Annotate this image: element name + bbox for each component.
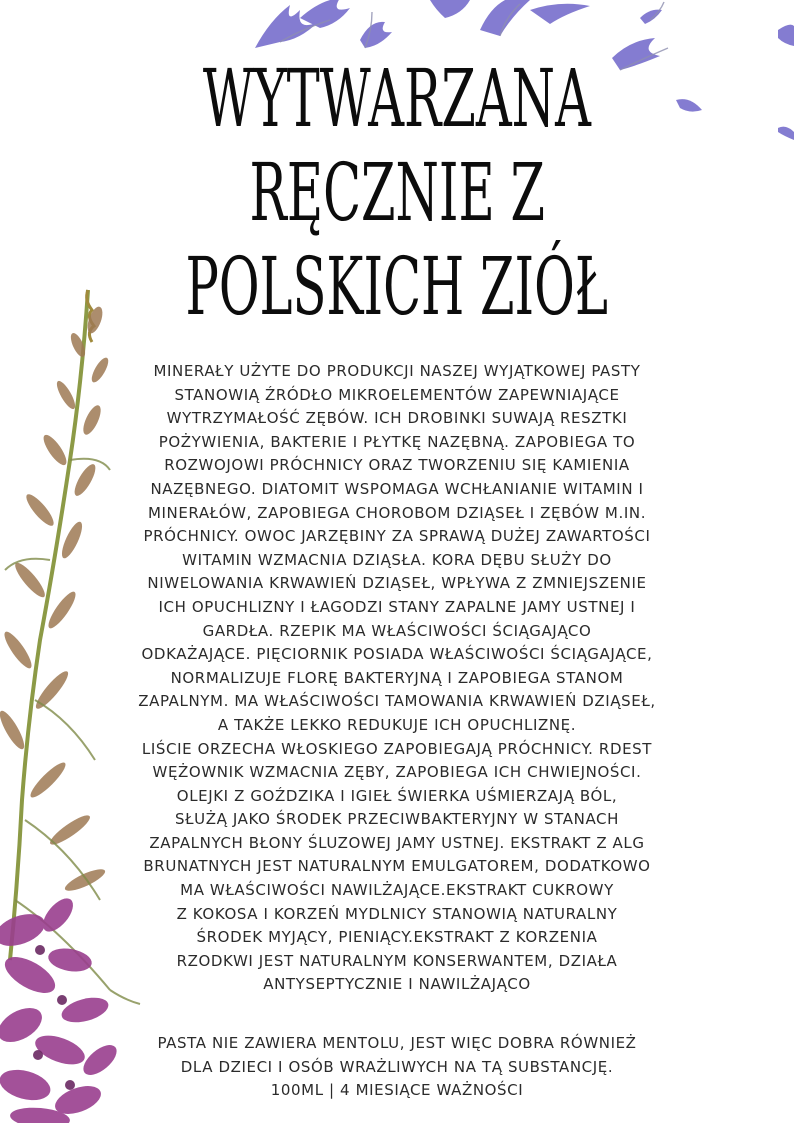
description-line: ZAPALNYM. MA WŁAŚCIWOŚCI TAMOWANIA KRWAWIEŃ DZIĄSEŁ, [138,692,656,711]
description-line: ANTYSEPTYCZNIE I NAWILŻAJĄCO [263,975,531,994]
description-line: LIŚCIE ORZECHA WŁOSKIEGO ZAPOBIEGAJĄ PRÓCHNICY. RDEST [141,739,653,758]
description-line: MINERAŁÓW, ZAPOBIEGA CHOROBOM DZIĄSEŁ I ZĘBÓW M.IN. [147,503,647,522]
description-line: NORMALIZUJE FLORĘ BAKTERYJNĄ I ZAPOBIEGA STANOM [170,668,624,687]
description-line: WITAMIN WZMACNIA DZIĄSŁA. KORA DĘBU SŁUŻY DO [182,550,612,569]
description-line: ICH OPUCHLIZNY I ŁAGODZI STANY ZAPALNE JAMY USTNEJ I [158,597,636,616]
page-title [0,52,794,334]
volume-and-shelf-life: 100ML | 4 MIESIĄCE WAŻNOŚCI [270,1081,524,1100]
description-line: ŚRODEK MYJĄCY, PIENIĄCY.EKSTRAKT Z KORZENIA [196,928,598,947]
description-line: WYTRZYMAŁOŚĆ ZĘBÓW. ICH DROBINKI SUWAJĄ RESZTKI [166,409,628,428]
description-line: PRÓCHNICY. OWOC JARZĘBINY ZA SPRAWĄ DUŻEJ ZAWARTOŚCI [143,527,651,546]
note-line: DLA DZIECI I OSÓB WRAŻLIWYCH NA TĄ SUBSTANCJĘ. [180,1057,614,1076]
title-line-2: RĘCZNIE Z [249,146,545,239]
description-line: ODKAŻAJĄCE. PIĘCIORNIK POSIADA WŁAŚCIWOŚCI ŚCIĄGAJĄCE, [141,645,653,664]
description-line: MA WŁAŚCIWOŚCI NAWILŻAJĄCE.EKSTRAKT CUKROWY [180,881,614,900]
description-line: POŻYWIENIA, BAKTERIE I PŁYTKĘ NAZĘBNĄ. ZAPOBIEGA TO [158,432,636,451]
description-line: GARDŁA. RZEPIK MA WŁAŚCIWOŚCI ŚCIĄGAJĄCO [202,621,592,640]
description-line: SŁUŻĄ JAKO ŚRODEK PRZECIWBAKTERYJNY W STANACH [175,810,619,829]
title-line-1: WYTWARZANA [203,52,591,145]
description-line: Z KOKOSA I KORZEŃ MYDLNICY STANOWIĄ NATURALNY [176,904,618,923]
description-line: WĘŻOWNIK WZMACNIA ZĘBY, ZAPOBIEGA ICH CHWIEJNOŚCI. [152,763,642,782]
description-line: BRUNATNYCH JEST NATURALNYM EMULGATOREM, DODATKOWO [143,857,651,876]
description-line: A TAKŻE LEKKO REDUKUJE ICH OPUCHLIZNĘ. [217,715,577,734]
description-line: STANOWIĄ ŹRÓDŁO MIKROELEMENTÓW ZAPEWNIAJĄCE [174,385,620,404]
description-line: RZODKWI JEST NATURALNYM KONSERWANTEM, DZIAŁA [176,951,618,970]
title-line-3: POLSKICH ZIÓŁ [185,240,609,333]
description-line: MINERAŁY UŻYTE DO PRODUKCJI NASZEJ WYJĄTKOWEJ PASTY [153,362,641,380]
ingredients-description [110,360,684,997]
product-note [110,1032,684,1103]
description-line: NIWELOWANIA KRWAWIEŃ DZIĄSEŁ, WPŁYWA Z ZMNIEJSZENIE [147,574,647,593]
description-line: ZAPALNYCH BŁONY ŚLUZOWEJ JAMY USTNEJ. EKSTRAKT Z ALG [149,833,645,852]
description-line: ROZWOJOWI PRÓCHNICY ORAZ TWORZENIU SIĘ KAMIENIA [164,456,630,475]
description-line: OLEJKI Z GOŹDZIKA I IGIEŁ ŚWIERKA UŚMIERZAJĄ BÓL, [176,786,618,805]
description-line: NAZĘBNEGO. DIATOMIT WSPOMAGA WCHŁANIANIE WITAMIN I [150,479,644,498]
note-line: PASTA NIE ZAWIERA MENTOLU, JEST WIĘC DOBRA RÓWNIEŻ [157,1034,637,1052]
